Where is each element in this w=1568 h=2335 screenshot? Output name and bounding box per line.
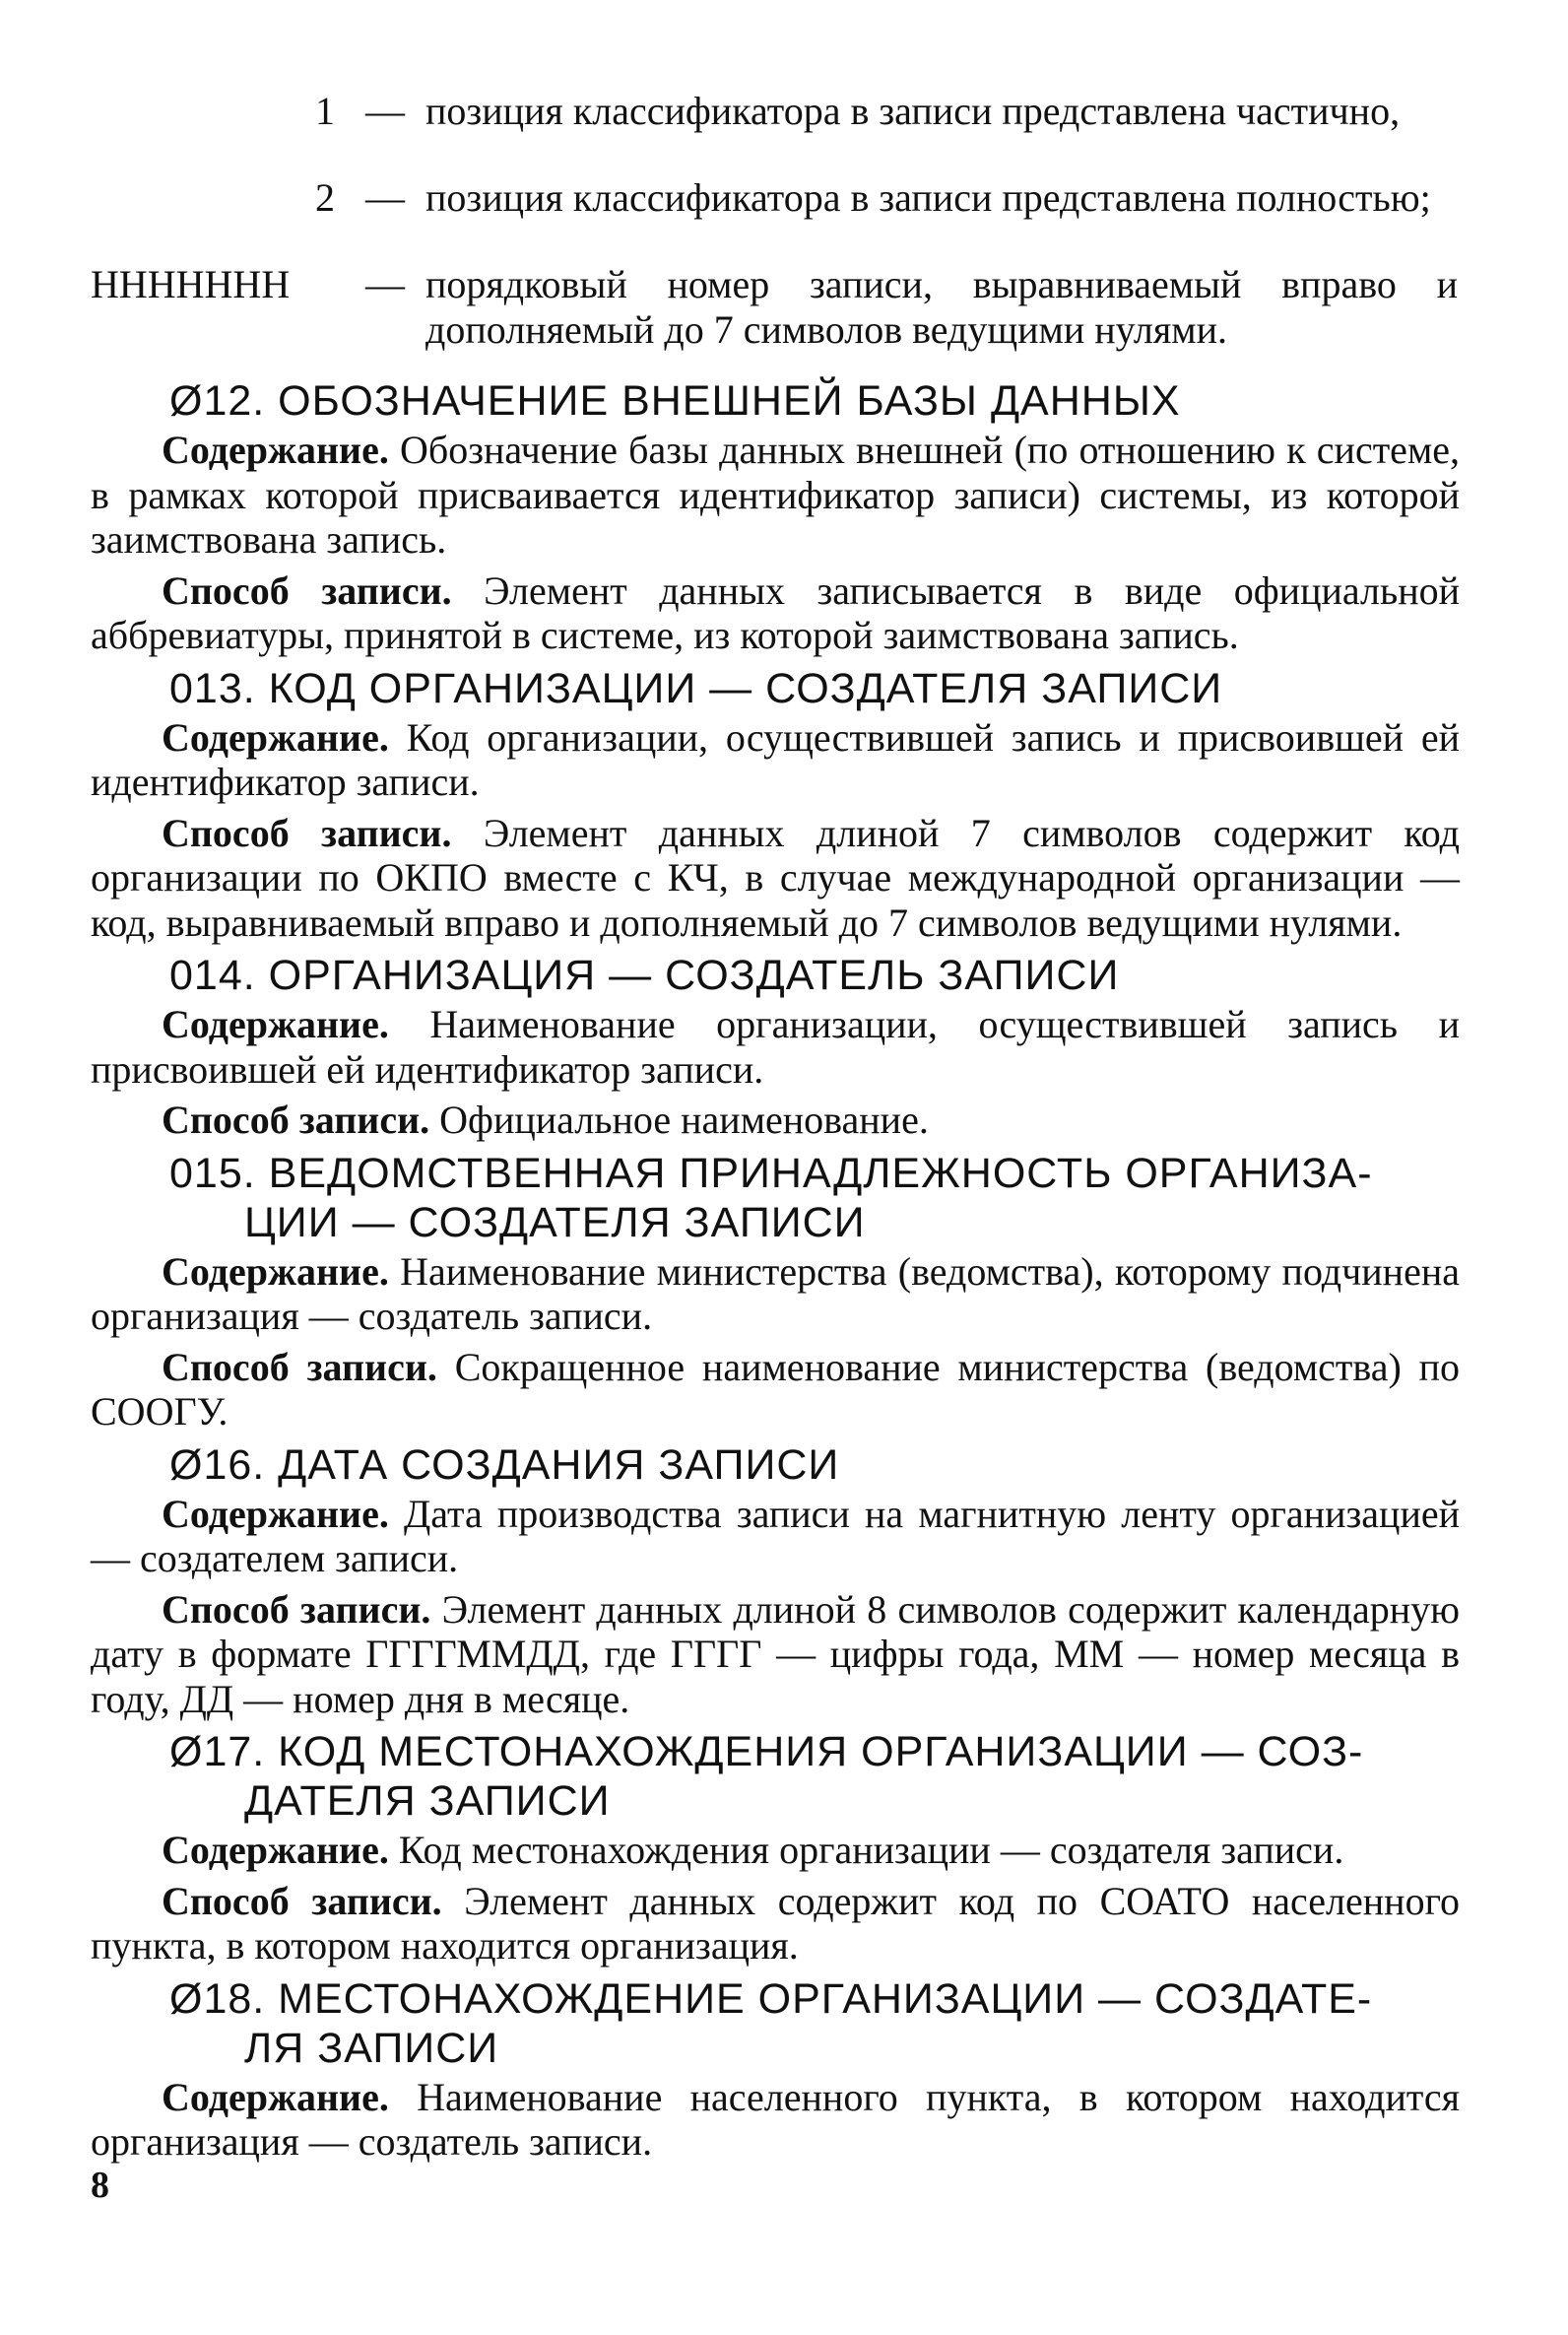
paragraph <box>91 1879 1460 1968</box>
heading-text: Ø16. ДАТА СОЗДАНИЯ ЗАПИСИ <box>169 1440 840 1489</box>
paragraph-text: Обозначение базы данных внешней (по отношению к системе, в рамках которой присваивается идентификатор записи) системы, из которой заимствована запись. <box>91 428 1461 562</box>
paragraph-label: Способ записи. <box>162 1098 430 1142</box>
paragraph <box>91 2075 1460 2165</box>
code-key: ННННННН <box>91 262 291 306</box>
paragraph-text: Элемент данных длиной 7 символов содержит код организации по ОКПО вместе с КЧ, в случае международной организации — код, выравниваемый вправо и дополняемый до 7 символов ведущими нулями. <box>91 810 1460 945</box>
heading-text: 014. ОРГАНИЗАЦИЯ — СОЗДАТЕЛЬ ЗАПИСИ <box>169 952 1120 999</box>
paragraph <box>91 428 1460 563</box>
paragraph-label: Содержание. <box>162 1002 389 1046</box>
section-heading <box>91 1440 1460 1490</box>
paragraph-label: Содержание. <box>162 2074 389 2119</box>
code-dash: — <box>365 175 405 220</box>
section <box>91 1440 1460 1722</box>
section <box>91 376 1460 658</box>
section-heading <box>91 951 1460 1000</box>
code-dash: — <box>365 89 405 133</box>
heading-text: Ø17. КОД МЕСТОНАХОЖДЕНИЯ ОРГАНИЗАЦИИ — СОЗ- <box>169 1728 1364 1775</box>
paragraph-text: Официальное наименование. <box>439 1098 929 1142</box>
section-heading <box>91 1149 1460 1247</box>
paragraph <box>91 1345 1460 1434</box>
paragraph-label: Способ записи. <box>162 810 452 855</box>
paragraph-label: Содержание. <box>162 1828 389 1872</box>
paragraph-text: Элемент данных длиной 8 символов содержит календарную дату в формате ГГГГММДД, где ГГГГ — цифры года, ММ — номер месяца в году, ДД — номер дня в месяце. <box>91 1586 1460 1721</box>
paragraph-label: Способ записи. <box>162 567 452 613</box>
code-description: порядковый номер записи, выравниваемый вправо и дополняемый до 7 символов ведущими нулями. <box>425 262 1458 352</box>
paragraph <box>91 1249 1460 1339</box>
paragraph-label: Содержание. <box>162 428 389 472</box>
heading-text: 015. ВЕДОМСТВЕННАЯ ПРИНАДЛЕЖНОСТЬ ОРГАНИЗА- <box>169 1149 1373 1197</box>
heading-text: Ø18. МЕСТОНАХОЖДЕНИЕ ОРГАНИЗАЦИИ — СОЗДАТЕ- <box>169 1974 1373 2023</box>
paragraph-text: Сокращенное наименование министерства (ведомства) по СООГУ. <box>91 1344 1460 1434</box>
code-dash: — <box>365 262 405 306</box>
code-description: позиция классификатора в записи представлена частично, <box>425 89 1401 133</box>
paragraph-text: Наименование министерства (ведомства), которому подчинена организация — создатель записи. <box>91 1248 1461 1338</box>
paragraph <box>91 568 1460 658</box>
heading-continuation: ДАТЕЛЯ ЗАПИСИ <box>244 1777 611 1825</box>
paragraph-label: Способ записи. <box>162 1878 442 1923</box>
heading-continuation: ЛЯ ЗАПИСИ <box>244 2024 499 2072</box>
section-heading <box>91 376 1460 426</box>
paragraph-label: Содержание. <box>162 714 389 760</box>
paragraph <box>91 1492 1460 1581</box>
section <box>91 1974 1460 2165</box>
section-heading <box>91 1974 1460 2073</box>
paragraph-text: Наименование населенного пункта, в котором находится организация — создатель записи. <box>91 2074 1461 2164</box>
section <box>91 1149 1460 1434</box>
code-key: 1 <box>315 89 335 133</box>
paragraph <box>91 715 1460 805</box>
paragraph <box>91 1828 1460 1873</box>
paragraph-text: Код местонахождения организации — создателя записи. <box>398 1828 1344 1872</box>
heading-text: 013. КОД ОРГАНИЗАЦИИ — СОЗДАТЕЛЯ ЗАПИСИ <box>169 664 1223 712</box>
paragraph <box>91 1002 1460 1092</box>
section <box>91 1727 1460 1968</box>
paragraph-text: Элемент данных содержит код по СОАТО населенного пункта, в котором находится организация. <box>91 1878 1460 1968</box>
heading-continuation: ЦИИ — СОЗДАТЕЛЯ ЗАПИСИ <box>244 1198 866 1246</box>
code-key: 2 <box>315 175 335 220</box>
paragraph-label: Способ записи. <box>162 1586 431 1632</box>
paragraph <box>91 811 1460 946</box>
paragraph-text: Наименование организации, осуществившей запись и присвоившей ей идентификатор записи. <box>91 1002 1461 1092</box>
page-number: 8 <box>91 2165 109 2206</box>
paragraph <box>91 1098 1460 1143</box>
code-description: позиция классификатора в записи представлена полностью; <box>425 175 1431 220</box>
section-heading <box>91 664 1460 713</box>
paragraph-label: Содержание. <box>162 1491 389 1536</box>
section-heading <box>91 1727 1460 1826</box>
paragraph-text: Элемент данных записывается в виде официальной аббревиатуры, принятой в системе, из которой заимствована запись. <box>91 567 1461 657</box>
paragraph-label: Содержание. <box>162 1248 389 1294</box>
paragraph-text: Код организации, осуществившей запись и присвоившей ей идентификатор записи. <box>91 714 1460 804</box>
body-flow <box>91 374 1460 2170</box>
section <box>91 951 1460 1143</box>
heading-text: Ø12. ОБОЗНАЧЕНИЕ ВНЕШНЕЙ БАЗЫ ДАННЫХ <box>169 377 1181 425</box>
paragraph-label: Способ записи. <box>162 1344 437 1389</box>
paragraph <box>91 1587 1460 1722</box>
section <box>91 664 1460 946</box>
paragraph-text: Дата производства записи на магнитную ленту организацией — создателем записи. <box>91 1491 1461 1580</box>
